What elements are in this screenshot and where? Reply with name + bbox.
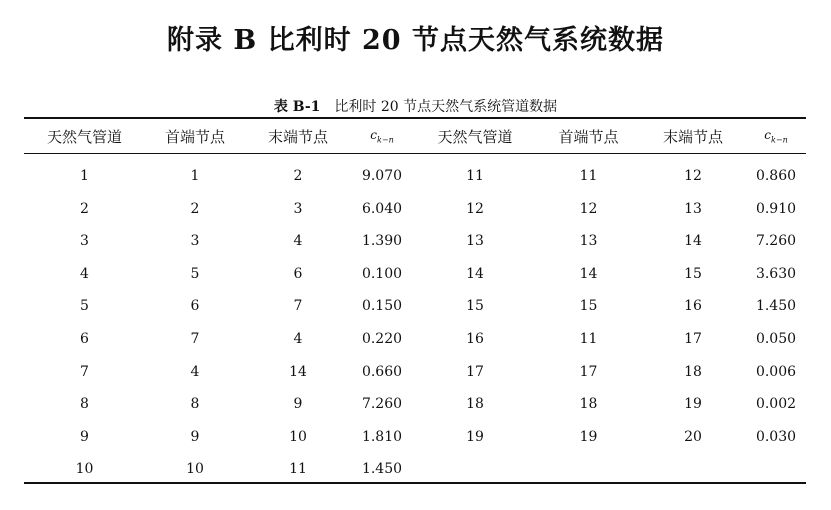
table-cell: 18 (466, 396, 484, 413)
table-cell: 4 (80, 265, 89, 282)
table-cell: 0.150 (361, 298, 403, 315)
table-cell: 14 (684, 233, 702, 250)
table-cell: 9 (190, 428, 200, 445)
table-cell: 11 (289, 461, 307, 478)
table-cell: 9.070 (361, 168, 403, 184)
table-cell: 17 (684, 331, 702, 347)
column-header: 天然气管道 (437, 127, 513, 146)
table-cell: 0.100 (361, 265, 403, 282)
table-cell: 7 (293, 298, 303, 315)
table-cell: 0.660 (361, 363, 403, 380)
table-cell: 12 (684, 168, 702, 184)
table-cell: 6 (190, 298, 200, 315)
table-cell: 0.220 (361, 331, 403, 347)
table-cell: 8 (190, 396, 200, 413)
table-cell: 1.390 (361, 233, 403, 250)
table-cell: 7.260 (361, 396, 403, 413)
column-header-coefficient: $c_{k-n}$ (764, 127, 788, 145)
table-cell: 19 (579, 428, 598, 445)
table-cell: 0.030 (755, 428, 797, 445)
table-row (24, 290, 806, 322)
table-caption-label: 表 B-1 (273, 99, 321, 115)
table-header-row (24, 121, 806, 151)
column-header-coefficient: $c_{k-n}$ (370, 127, 394, 145)
table-cell: 11 (466, 168, 484, 184)
table-cell: 15 (684, 265, 702, 282)
table-bottom-rule (24, 482, 806, 484)
table-cell: 3 (80, 233, 89, 250)
table-cell: 3 (293, 200, 303, 217)
page-title: 附录 B 比利时 20 节点天然气系统数据 (167, 25, 664, 56)
table-cell: 9 (80, 428, 89, 445)
table-cell: 1.450 (755, 298, 797, 315)
table-cell: 20 (684, 428, 702, 445)
table-cell: 1.810 (361, 428, 403, 445)
table-cell: 6.040 (361, 200, 403, 217)
table-cell: 18 (684, 363, 702, 380)
table-cell: 17 (466, 363, 484, 380)
table-row (24, 225, 806, 257)
table-cell: 6 (293, 265, 303, 282)
table-cell: 0.002 (755, 396, 797, 413)
table-cell: 12 (579, 200, 598, 217)
table-cell: 14 (289, 363, 307, 380)
table-header-rule (24, 153, 806, 154)
table-top-rule (24, 117, 806, 119)
table-cell: 2 (190, 200, 200, 217)
table-cell: 14 (579, 265, 598, 282)
table-row (24, 323, 806, 355)
table-cell: 0.050 (755, 331, 797, 347)
table-cell: 17 (579, 363, 598, 380)
table-cell: 13 (466, 233, 484, 250)
table-cell: 11 (579, 168, 598, 184)
table-row (24, 193, 806, 225)
table-row (24, 421, 806, 453)
table-cell: 0.910 (755, 200, 797, 217)
table-cell: 10 (75, 461, 94, 478)
table-cell: 7 (80, 363, 89, 380)
table-cell: 9 (293, 396, 303, 413)
table-cell: 4 (293, 233, 303, 250)
table-row (24, 356, 806, 388)
column-header: 天然气管道 (46, 127, 122, 146)
table-cell: 15 (466, 298, 484, 315)
table-cell: 16 (684, 298, 702, 315)
table-cell: 0.006 (755, 363, 797, 380)
table-cell: 14 (466, 265, 484, 282)
table-cell: 13 (684, 200, 702, 217)
table-cell: 19 (684, 396, 702, 413)
table-cell: 10 (289, 428, 307, 445)
table-cell: 7 (190, 331, 200, 347)
table-cell: 1 (190, 168, 200, 184)
table-cell: 11 (579, 331, 598, 347)
table-cell: 19 (466, 428, 484, 445)
table-cell: 3 (190, 233, 200, 250)
column-header: 末端节点 (662, 127, 723, 146)
table-cell: 15 (579, 298, 598, 315)
table-cell: 8 (80, 396, 89, 413)
table-caption (0, 96, 831, 116)
table-cell: 16 (466, 331, 484, 347)
column-header: 首端节点 (164, 127, 225, 146)
table-cell: 1.450 (361, 461, 403, 478)
table-cell: 0.860 (755, 168, 797, 184)
column-header: 末端节点 (267, 127, 328, 146)
column-header: 首端节点 (558, 127, 619, 146)
table-cell: 4 (293, 331, 303, 347)
table-cell: 7.260 (755, 233, 797, 250)
table-cell: 5 (80, 298, 89, 315)
table-cell: 3.630 (755, 265, 797, 282)
table-cell: 2 (293, 168, 303, 184)
table-cell: 12 (466, 200, 484, 217)
table-cell: 1 (80, 168, 89, 184)
table-cell: 6 (80, 331, 89, 347)
table-cell: 4 (190, 363, 200, 380)
table-cell: 10 (186, 461, 204, 478)
table-cell: 2 (80, 200, 89, 217)
table-row (24, 453, 806, 485)
table-row (24, 388, 806, 420)
table-row (24, 258, 806, 290)
table-cell: 18 (579, 396, 598, 413)
table-cell: 5 (190, 265, 200, 282)
table-row (24, 160, 806, 192)
table-cell: 13 (579, 233, 598, 250)
table-caption-text: 比利时 20 节点天然气系统管道数据 (334, 99, 558, 115)
